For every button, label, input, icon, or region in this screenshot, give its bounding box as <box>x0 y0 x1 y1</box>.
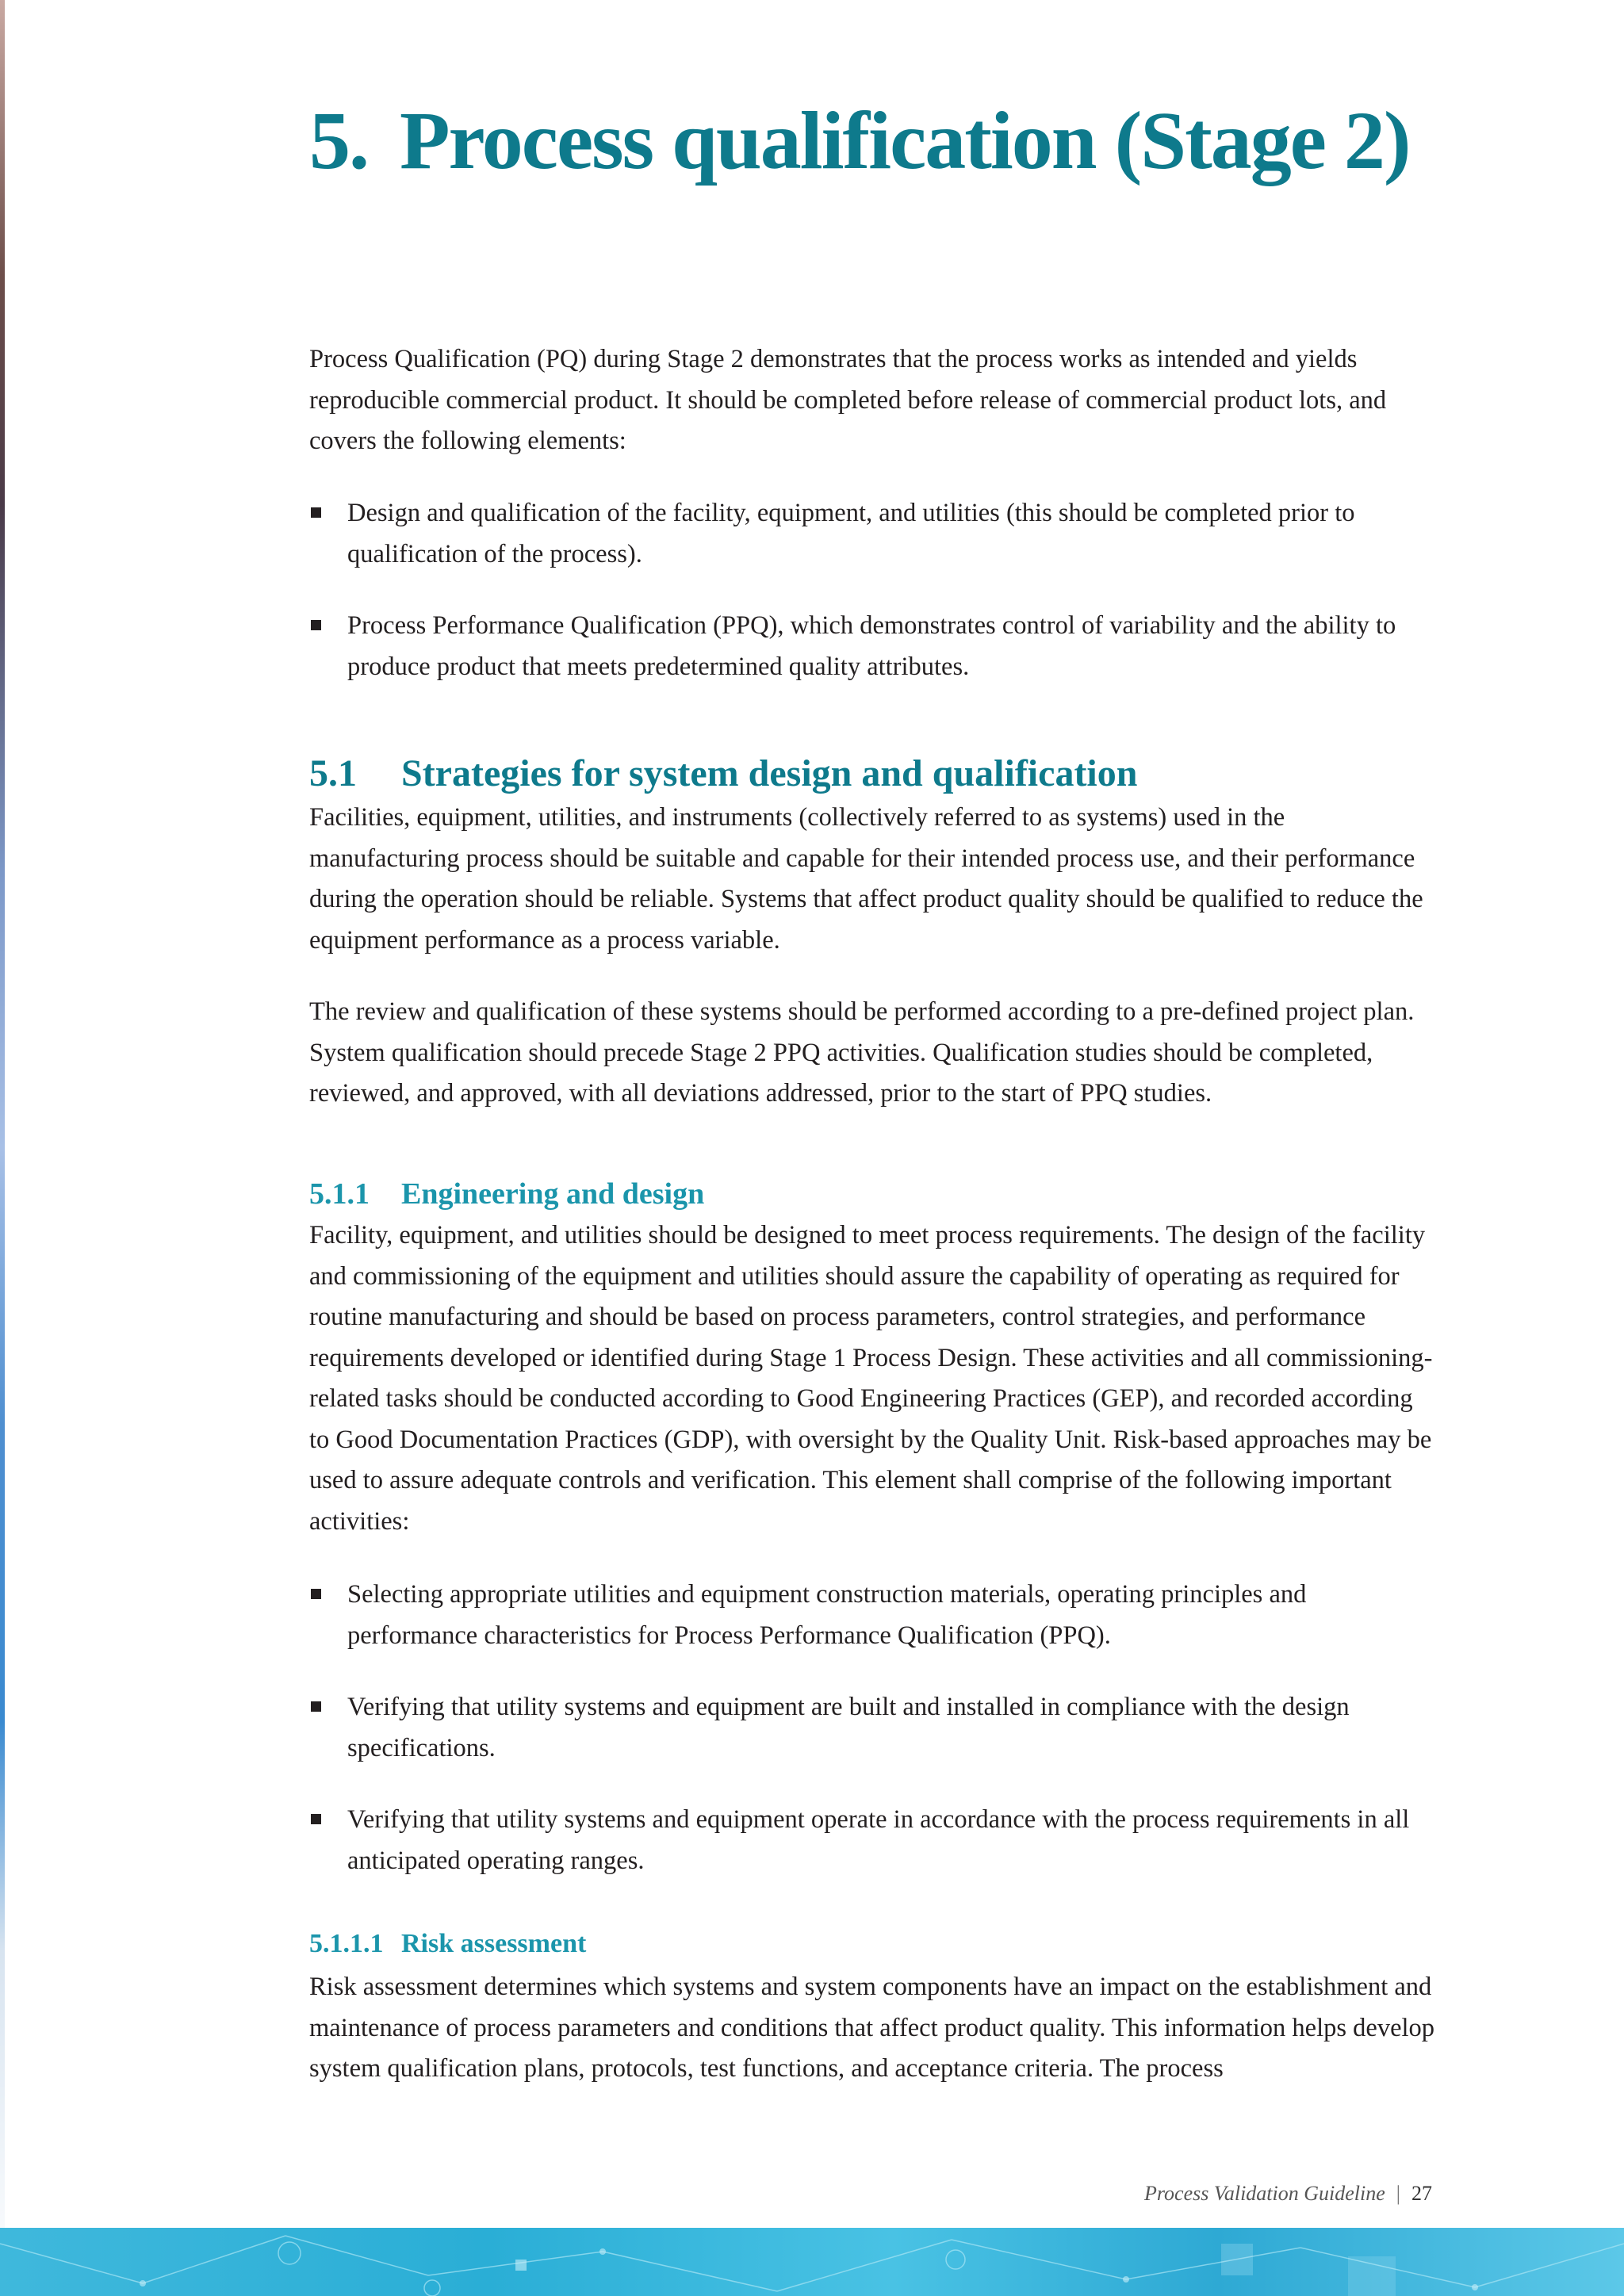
page-footer <box>1144 2182 1432 2206</box>
intro-bullet-list <box>309 493 1435 687</box>
section-number: 5.1 <box>309 752 357 794</box>
bullet-square-icon <box>311 1589 321 1599</box>
section-5-1-1-bullet-list <box>309 1575 1435 1881</box>
section-heading-5-1-1-1 <box>309 1927 1435 1961</box>
list-item <box>309 1687 1435 1769</box>
chapter-title <box>309 94 1410 189</box>
list-item <box>309 1575 1435 1656</box>
section-number: 5.1.1.1 <box>309 1929 384 1958</box>
footer-separator: | <box>1396 2182 1400 2205</box>
section-5-1-1-paragraph: Facility, equipment, and utilities should be designed to meet process requirements. The design of the facility and commissioning of the equipment and utilities should assure the capability of operating as required for routine manufacturing and should be based on process parameters, control strategies, and performance requirements developed or identified during Stage 1 Process Design. These activities and all commissioning-related tasks should be conducted according to Good Engineering Practices (GEP), and recorded according to Good Documentation Practices (GDP), with oversight by the Quality Unit. Risk-based approaches may be used to assure adequate controls and verification. This element shall comprise of the following important activities: <box>309 1221 1433 1536</box>
bullet-square-icon <box>311 1701 321 1712</box>
bullet-square-icon <box>311 507 321 518</box>
network-pattern-graphic <box>0 2228 1624 2296</box>
section-title: Engineering and design <box>401 1177 705 1211</box>
list-item <box>309 1800 1435 1881</box>
chapter-number: 5. <box>309 95 368 186</box>
section-5-1-1-1-paragraph: Risk assessment determines which systems and system components have an impact on the establishment and maintenance of process parameters and conditions that affect product quality. This information helps develop system qualification plans, protocols, test functions, and acceptance criteria. The process <box>309 1973 1435 2083</box>
chapter-title-text: Process qualification (Stage 2) <box>400 95 1410 186</box>
footer-decorative-band <box>0 2228 1624 2296</box>
section-heading-5-1 <box>309 752 1435 796</box>
footer-document-title: Process Validation Guideline <box>1144 2182 1385 2205</box>
section-title: Risk assessment <box>401 1929 587 1958</box>
section-number: 5.1.1 <box>309 1177 370 1211</box>
list-item-text: Verifying that utility systems and equipment operate in accordance with the process requirements in all anticipated operating ranges. <box>347 1805 1410 1875</box>
list-item-text: Design and qualification of the facility, equipment, and utilities (this should be completed prior to qualification of the process). <box>347 499 1355 568</box>
list-item <box>309 493 1435 575</box>
bullet-square-icon <box>311 620 321 630</box>
bullet-square-icon <box>311 1814 321 1824</box>
section-heading-5-1-1 <box>309 1176 1435 1212</box>
list-item-text: Process Performance Qualification (PPQ), which demonstrates control of variability and the ability to produce product that meets predetermined quality attributes. <box>347 611 1396 681</box>
intro-paragraph: Process Qualification (PQ) during Stage 2 demonstrates that the process works as intended and yields reproducible commercial product. It should be completed before release of commercial product lots, and covers the following elements: <box>309 345 1387 455</box>
list-item <box>309 606 1435 687</box>
section-title: Strategies for system design and qualification <box>401 752 1138 794</box>
list-item-text: Selecting appropriate utilities and equipment construction materials, operating principles and performance characteristics for Process Performance Qualification (PPQ). <box>347 1580 1307 1650</box>
section-5-1-paragraph-1: Facilities, equipment, utilities, and instruments (collectively referred to as systems) used in the manufacturing process should be suitable and capable for their intended process use, and their performance during the operation should be reliable. Systems that affect product quality should be qualified to reduce the equipment performance as a process variable. <box>309 803 1423 955</box>
list-item-text: Verifying that utility systems and equipment are built and installed in compliance with the design specifications. <box>347 1693 1350 1762</box>
left-edge-decoration <box>0 0 5 2296</box>
section-5-1-paragraph-2: The review and qualification of these systems should be performed according to a pre-defined project plan. System qualification should precede Stage 2 PPQ activities. Qualification studies should be completed, reviewed, and approved, with all deviations addressed, prior to the start of PPQ studies. <box>309 997 1415 1108</box>
page-number: 27 <box>1411 2182 1432 2205</box>
